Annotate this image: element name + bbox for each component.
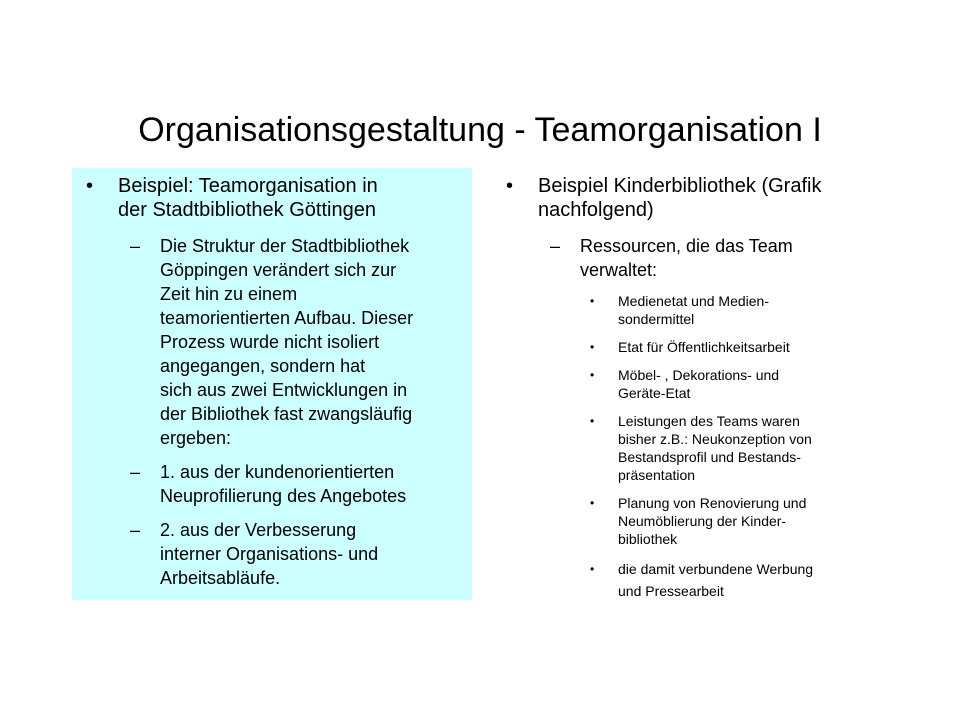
- text-line: Planung von Renovierung und: [618, 495, 807, 511]
- bullet-icon: •: [506, 175, 514, 197]
- text-line: bisher z.B.: Neukonzeption von: [618, 431, 812, 447]
- text-line: Göppingen verändert sich zur: [160, 260, 397, 280]
- text-line: 2. aus der Verbesserung: [160, 520, 357, 540]
- text-line: Arbeitsabläufe.: [160, 568, 281, 588]
- text-line: Bestandsprofil und Bestands-: [618, 449, 801, 465]
- bullet-icon: •: [590, 340, 595, 354]
- resource-item-media: [492, 292, 932, 328]
- text-line: bibliothek: [618, 531, 678, 547]
- text-line: Prozess wurde nicht isoliert: [160, 332, 380, 352]
- text-line: verwaltet:: [580, 260, 658, 280]
- right-heading-item: [492, 174, 932, 222]
- text-line: Neumöblierung der Kinder-: [618, 513, 787, 529]
- resource-item-furniture: [492, 366, 932, 402]
- text-line: ergeben:: [160, 428, 232, 448]
- text-line: Neuprofilierung des Angebotes: [160, 486, 407, 506]
- text-line: und Pressearbeit: [618, 583, 724, 599]
- text-line: die damit verbundene Werbung: [618, 561, 814, 577]
- dash-icon: –: [130, 462, 141, 482]
- dash-icon: –: [550, 236, 561, 256]
- left-subitem-customer: [72, 460, 472, 508]
- text-line: Ressourcen, die das Team: [580, 236, 793, 256]
- left-heading-line: Beispiel: Teamorganisation in: [118, 175, 378, 197]
- text-line: 1. aus der kundenorientierten: [160, 462, 395, 482]
- resource-item-renovation: [492, 494, 932, 548]
- text-line: Zeit hin zu einem: [160, 284, 298, 304]
- resource-item-achievements: [492, 412, 932, 484]
- left-subitem-structure: [72, 234, 472, 450]
- text-line: Etat für Öffentlichkeitsarbeit: [618, 339, 790, 355]
- right-column: [492, 174, 932, 612]
- bullet-icon: •: [590, 496, 595, 510]
- resource-item-advertising: [492, 558, 932, 602]
- bullet-icon: •: [590, 414, 595, 428]
- right-subheading-item: [492, 234, 932, 282]
- left-column: [72, 174, 472, 600]
- right-heading-line: Beispiel Kinderbibliothek (Grafik: [538, 175, 822, 197]
- left-heading-item: [72, 174, 472, 222]
- text-line: Leistungen des Teams waren: [618, 413, 800, 429]
- text-line: Die Struktur der Stadtbibliothek: [160, 236, 410, 256]
- slide-title: Organisationsgestaltung - Teamorganisation I: [138, 111, 822, 149]
- right-heading-line: nachfolgend): [538, 199, 654, 221]
- text-line: angegangen, sondern hat: [160, 356, 366, 376]
- bullet-icon: •: [86, 175, 94, 197]
- text-line: teamorientierten Aufbau. Dieser: [160, 308, 414, 328]
- text-line: der Bibliothek fast zwangsläufig: [160, 404, 413, 424]
- bullet-icon: •: [590, 294, 595, 308]
- text-line: Geräte-Etat: [618, 385, 691, 401]
- text-line: sich aus zwei Entwicklungen in: [160, 380, 408, 400]
- bullet-icon: •: [590, 562, 595, 576]
- left-heading-line: der Stadtbibliothek Göttingen: [118, 199, 376, 221]
- resource-item-pr: [492, 338, 932, 356]
- bullet-icon: •: [590, 368, 595, 382]
- dash-icon: –: [130, 236, 141, 256]
- text-line: präsentation: [618, 467, 696, 483]
- text-line: interner Organisations- und: [160, 544, 379, 564]
- text-line: sondermittel: [618, 311, 695, 327]
- left-subitem-internal: [72, 518, 472, 590]
- text-line: Möbel- , Dekorations- und: [618, 367, 780, 383]
- dash-icon: –: [130, 520, 141, 540]
- text-line: Medienetat und Medien-: [618, 293, 769, 309]
